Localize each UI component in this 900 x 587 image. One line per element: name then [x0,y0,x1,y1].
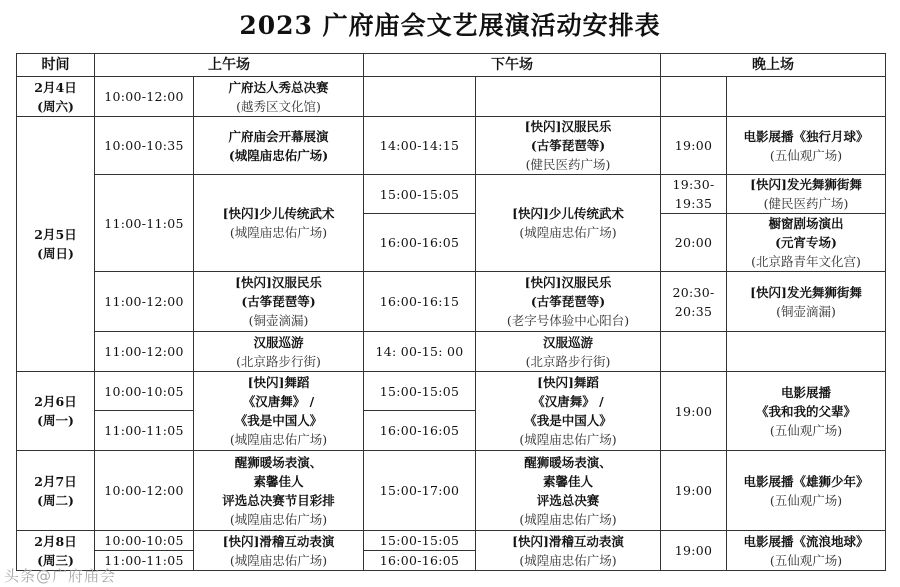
event-location: (北京路步行街) [236,353,321,369]
event-location: (五仙观广场) [769,147,843,163]
event-name: 醒狮暖场表演、 [524,454,612,470]
event-subtitle: 评选总决赛节目彩排 [222,492,335,508]
time-cell: 10:00-10:05 [95,531,194,551]
table-row [17,117,886,175]
time-cell: 15:00-17:00 [364,451,476,531]
empty-cell [727,332,886,372]
event-cell [476,117,661,175]
event-cell [727,372,886,451]
event-name: [快闪]少儿传统武术 [512,206,624,221]
event-subtitle: 《我是中国人》 [234,413,323,428]
time-cell: 10:00-12:00 [95,77,194,117]
time-cell [661,175,727,214]
date-cell [17,117,95,372]
event-location: (城隍庙忠佑广场) [229,552,328,568]
date: 2月6日 [34,394,77,409]
event-location: (五仙观广场) [769,552,843,568]
event-location: (北京路步行街) [525,353,611,369]
event-cell [194,117,364,175]
event-name: 广府庙会开幕展演 [228,128,329,144]
event-location: (五仙观广场) [769,492,843,508]
empty-cell [661,332,727,372]
time-cell: 16:00-16:05 [364,411,476,451]
time-cell: 19:00 [661,117,727,175]
table-row [17,451,886,531]
header-row [17,54,886,77]
time-cell: 19:00 [661,451,727,531]
time-cell: 16:00-16:05 [364,551,476,571]
event-name: 电影展播《流浪地球》 [743,533,869,549]
time-end: 20:35 [674,303,713,319]
table-row [17,531,886,551]
time-end: 19:35 [674,196,713,211]
time-cell: 14: 00-15: 00 [364,332,476,372]
time-cell: 10:00-10:05 [95,372,194,411]
header-time: 时间 [17,54,95,77]
event-name: [快闪]舞蹈 [247,375,310,390]
empty-cell [727,77,886,117]
event-location: (城隍庙忠佑广场) [519,432,617,447]
event-name: 橱窗剧场演出 [768,216,844,231]
time-cell: 14:00-14:15 [364,117,476,175]
event-subtitle: 《汉唐舞》 / [532,394,604,409]
event-name: [快闪]汉服民乐 [235,275,322,290]
event-cell [194,272,364,332]
event-name: [快闪]汉服民乐 [524,119,612,134]
event-subtitle: (古筝琵琶等) [241,294,316,309]
time-start: 20:30- [672,284,715,300]
event-location: (城隍庙忠佑广场) [228,147,329,163]
event-location: (健民医药广场) [763,196,849,211]
table-row [17,175,886,214]
time-cell: 11:00-12:00 [95,272,194,332]
event-name: [快闪]舞蹈 [537,375,599,390]
date: 2月4日 [34,79,77,95]
event-name: [快闪]发光舞狮街舞 [750,284,862,300]
time-cell: 19:00 [661,372,727,451]
event-location: (城隍庙忠佑广场) [229,225,328,240]
empty-cell [364,77,476,117]
event-subtitle: 素馨佳人 [542,473,593,489]
event-subtitle: 素馨佳人 [253,473,304,489]
event-cell [476,272,661,332]
table-row [17,372,886,411]
empty-cell [476,77,661,117]
event-cell [476,531,661,571]
time-cell: 10:00-10:35 [95,117,194,175]
weekday: (周日) [37,246,74,261]
event-cell [194,77,364,117]
time-cell: 11:00-12:00 [95,332,194,372]
event-location: (铜壶滴漏) [248,313,309,328]
event-subtitle: (古筝琵琶等) [530,294,606,309]
event-location: (城隍庙忠佑广场) [519,511,617,527]
date: 2月7日 [34,473,77,489]
time-cell: 19:00 [661,531,727,571]
event-name: 汉服巡游 [253,334,304,350]
date-cell [17,372,95,451]
event-cell [727,451,886,531]
event-cell [194,451,364,531]
time-cell: 20:00 [661,214,727,272]
weekday: (周六) [37,98,74,114]
event-name: 电影展播 [780,384,831,400]
event-location: (老字号体验中心阳台) [506,313,630,328]
header-evening: 晚上场 [661,54,886,77]
empty-cell [661,77,727,117]
time-cell: 11:00-11:05 [95,175,194,272]
event-cell [727,214,886,272]
event-subtitle: 《汉唐舞》 / [242,394,315,409]
schedule-table [16,53,886,571]
event-subtitle: (元宵专场) [775,235,837,250]
date: 2月5日 [34,227,77,242]
event-cell [194,372,364,451]
event-subtitle: (古筝琵琶等) [530,138,606,153]
table-row [17,332,886,372]
event-subtitle: 《我是中国人》 [524,413,612,428]
event-location: (铜壶滴漏) [776,303,836,319]
event-name: [快闪]汉服民乐 [524,275,612,290]
date-cell [17,77,95,117]
event-cell [476,175,661,272]
event-location: (城隍庙忠佑广场) [519,552,617,568]
event-cell [727,531,886,571]
event-cell [194,531,364,571]
time-cell: 16:00-16:15 [364,272,476,332]
weekday: (周三) [37,552,74,568]
event-name: [快闪]发光舞狮街舞 [750,177,862,192]
event-name: 电影展播《雄狮少年》 [743,473,869,489]
event-location: (健民医药广场) [525,157,611,172]
time-cell: 15:00-15:05 [364,372,476,411]
header-afternoon: 下午场 [364,54,661,77]
time-cell [661,272,727,332]
event-location: (城隍庙忠佑广场) [229,432,328,447]
time-cell: 11:00-11:05 [95,411,194,451]
time-start: 19:30- [672,177,715,192]
event-location: (北京路青年文化宫) [751,254,861,269]
event-cell [194,175,364,272]
event-cell [476,451,661,531]
event-name: 醒狮暖场表演、 [234,454,323,470]
table-row [17,77,886,117]
event-name: 电影展播《独行月球》 [743,128,869,144]
event-cell [727,272,886,332]
event-cell [476,332,661,372]
event-location: (五仙观广场) [769,422,843,438]
time-cell: 16:00-16:05 [364,214,476,272]
date: 2月8日 [34,533,77,549]
weekday: (周一) [37,413,74,428]
event-name: 广府达人秀总决赛 [228,79,329,95]
event-subtitle: 《我和我的父辈》 [755,403,856,419]
weekday: (周二) [37,492,74,508]
table-row [17,272,886,332]
time-cell: 15:00-15:05 [364,175,476,214]
time-cell: 11:00-11:05 [95,551,194,571]
time-cell: 15:00-15:05 [364,531,476,551]
header-morning: 上午场 [95,54,364,77]
event-subtitle: 评选总决赛 [536,492,600,508]
event-cell [727,175,886,214]
time-cell: 10:00-12:00 [95,451,194,531]
event-cell [476,372,661,451]
event-cell [727,117,886,175]
event-location: (城隍庙忠佑广场) [519,225,617,240]
date-cell [17,451,95,531]
event-name: 汉服巡游 [542,334,593,350]
event-name: [快闪]少儿传统武术 [222,206,335,221]
event-location: (城隍庙忠佑广场) [229,511,328,527]
event-location: (越秀区文化馆) [236,98,321,114]
event-name: [快闪]滑稽互动表演 [222,533,335,549]
watermark: 头条@广府庙会 [4,567,117,585]
event-cell [194,332,364,372]
event-name: [快闪]滑稽互动表演 [512,533,624,549]
page-title: 2023 广府庙会文艺展演活动安排表 [239,11,661,40]
